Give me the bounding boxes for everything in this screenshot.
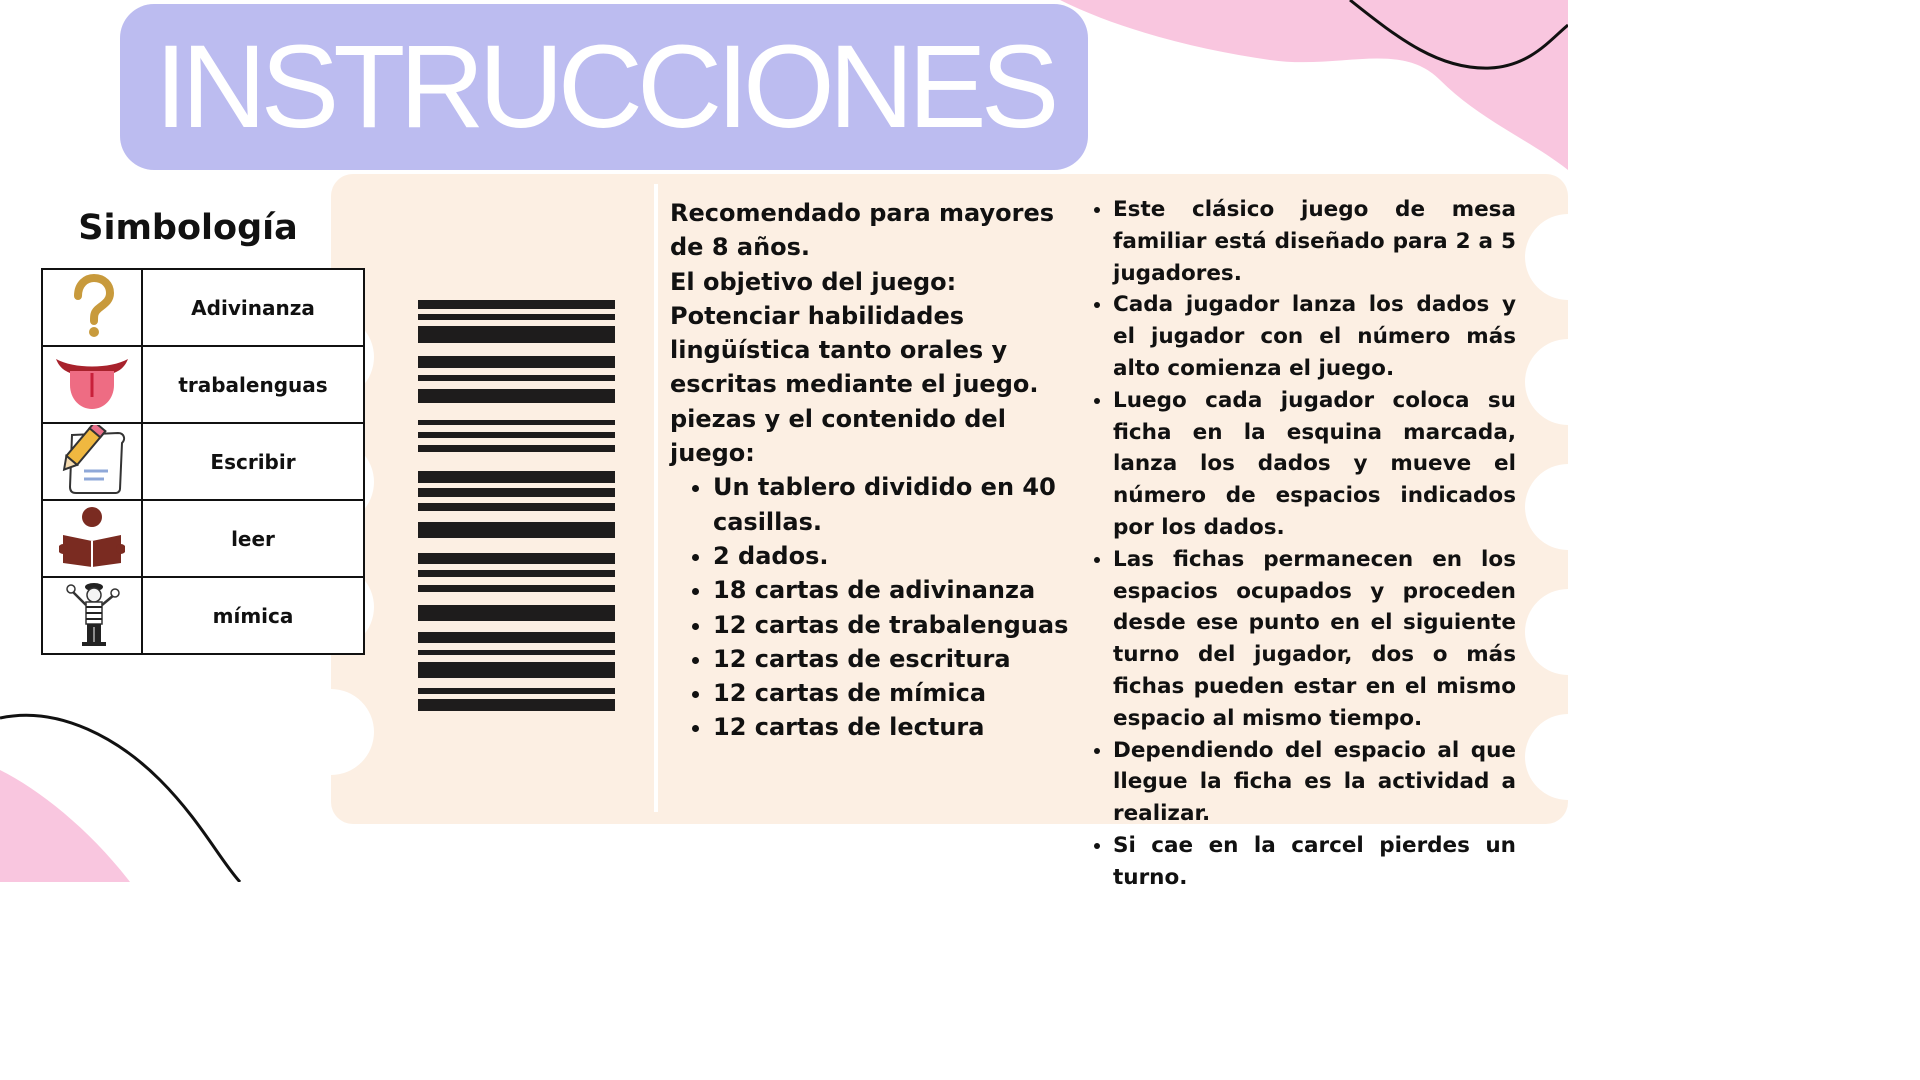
barcode-graphic [418, 300, 615, 712]
barcode-bar [418, 662, 615, 678]
list-item: • 12 cartas de trabalenguas [713, 608, 1070, 642]
barcode-bar [418, 488, 615, 497]
barcode-bar [418, 570, 615, 577]
symbol-row [42, 346, 364, 423]
pencil-paper-icon [54, 425, 130, 495]
symbol-row [42, 423, 364, 500]
page-title: INSTRUCCIONES [154, 21, 1054, 153]
symbol-label: mímica [142, 577, 364, 654]
list-item: • 18 cartas de adivinanza [713, 573, 1070, 607]
list-item: • Cada jugador lanza los dados y el jugador con el número más alto comienza el juego. [1113, 289, 1516, 384]
list-item: • 12 cartas de mímica [713, 676, 1070, 710]
barcode-bar [418, 553, 615, 564]
barcode-bar [418, 389, 615, 403]
barcode-bar [418, 432, 615, 438]
pink-blob-top-right [1060, 0, 1568, 170]
pink-blob-bottom-left [0, 770, 130, 882]
barcode-bar [418, 420, 615, 425]
reader-icon [59, 505, 125, 569]
list-item: • 12 cartas de escritura [713, 642, 1070, 676]
column-divider [654, 184, 658, 812]
barcode-bar [418, 585, 615, 592]
mime-icon [64, 579, 120, 649]
barcode-bar [418, 650, 615, 655]
symbol-label: leer [142, 500, 364, 577]
recommended-age: Recomendado para mayores de 8 años. [670, 199, 1054, 262]
ticket-notch [1525, 464, 1611, 550]
list-item: • Dependiendo del espacio al que llegue la ficha es la actividad a realizar. [1113, 735, 1516, 830]
barcode-bar [418, 375, 615, 381]
game-rules [1090, 194, 1516, 894]
title-banner [120, 4, 1088, 170]
list-item: • Luego cada jugador coloca su ficha en la esquina marcada, lanza los dados y mueve el número de espacios indicados por los dados. [1113, 385, 1516, 544]
pieces-heading: piezas y el contenido del juego: [670, 404, 1006, 468]
barcode-bar [418, 632, 615, 643]
list-item: • Este clásico juego de mesa familiar está diseñado para 2 a 5 jugadores. [1113, 194, 1516, 289]
symbol-label: Adivinanza [142, 269, 364, 346]
barcode-bar [418, 471, 615, 483]
ticket-notch [1525, 214, 1611, 300]
barcode-bar [418, 522, 615, 538]
list-item: • 2 dados. [713, 539, 1070, 573]
barcode-bar [418, 503, 615, 511]
barcode-bar [418, 605, 615, 621]
symbol-label: Escribir [142, 423, 364, 500]
barcode-bar [418, 300, 615, 309]
ticket-notch [288, 689, 374, 775]
symbol-label: trabalenguas [142, 346, 364, 423]
list-item: • Un tablero dividido en 40 casillas. [713, 470, 1070, 539]
barcode-bar [418, 314, 615, 320]
barcode-bar [418, 699, 615, 711]
symbol-row [42, 500, 364, 577]
barcode-bar [418, 356, 615, 368]
list-item: • Las fichas permanecen en los espacios ocupados y proceden desde ese punto en el siguiente turno del jugador, dos o más fichas pueden estar en el mismo espacio al mismo tiempo. [1113, 544, 1516, 735]
symbology-table [41, 268, 365, 655]
ticket-notch [1525, 339, 1611, 425]
rules-list [1090, 194, 1516, 894]
tongue-icon [54, 355, 130, 411]
ticket-notch [1525, 714, 1611, 800]
game-objective: El objetivo del juego: Potenciar habilidades lingüística tanto orales y escritas mediante el juego. [670, 267, 1039, 399]
symbol-row [42, 269, 364, 346]
barcode-bar [418, 445, 615, 452]
pieces-list [670, 470, 1070, 744]
game-details [670, 196, 1070, 745]
symbology-heading: Simbología [78, 208, 298, 248]
barcode-bar [418, 688, 615, 694]
question-mark-icon [62, 274, 122, 338]
list-item: • 12 cartas de lectura [713, 710, 1070, 744]
ticket-notch [1525, 589, 1611, 675]
symbol-row [42, 577, 364, 654]
barcode-bar [418, 326, 615, 343]
list-item: • Si cae en la carcel pierdes un turno. [1113, 830, 1516, 894]
